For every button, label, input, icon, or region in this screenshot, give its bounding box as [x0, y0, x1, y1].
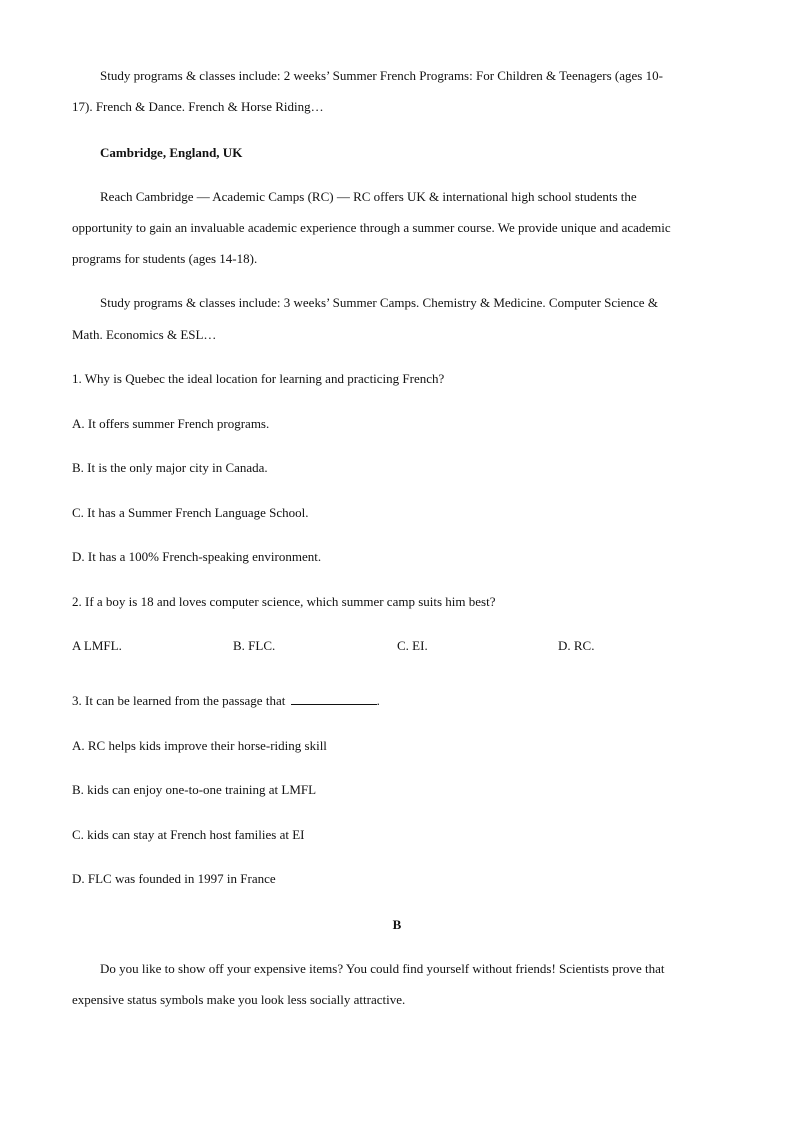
question-2-option-d: D. RC.: [558, 638, 595, 653]
section-b-heading: B: [392, 917, 402, 932]
rc-description-line-1: Reach Cambridge — Academic Camps (RC) — RC offers UK & international high school students the: [100, 189, 637, 204]
rc-description-line-3: programs for students (ages 14-18).: [72, 251, 258, 266]
flc-programs-line-1: Study programs & classes include: 2 weeks’ Summer French Programs: For Children & Teenagers (ages 10-: [100, 68, 663, 83]
question-2-option-b: B. FLC.: [233, 638, 276, 653]
question-1-stem: 1. Why is Quebec the ideal location for learning and practicing French?: [72, 371, 445, 386]
question-1-option-a: A. It offers summer French programs.: [72, 416, 270, 431]
question-2-stem: 2. If a boy is 18 and loves computer science, which summer camp suits him best?: [72, 594, 496, 609]
flc-programs-line-2: 17). French & Dance. French & Horse Riding…: [72, 99, 324, 114]
question-1-option-c: C. It has a Summer French Language School.: [72, 505, 309, 520]
question-3-stem: 3. It can be learned from the passage that: [72, 693, 286, 708]
question-1-option-d: D. It has a 100% French-speaking environment.: [72, 549, 322, 564]
rc-description-line-2: opportunity to gain an invaluable academic experience through a summer course. We provide unique and academic: [72, 220, 671, 235]
question-2-option-a: A LMFL.: [72, 638, 122, 653]
section-b-paragraph-line-1: Do you like to show off your expensive items? You could find yourself without friends! Scientists prove that: [100, 961, 665, 976]
question-2-option-c: C. EI.: [397, 638, 428, 653]
section-b-paragraph-line-2: expensive status symbols make you look less socially attractive.: [72, 992, 406, 1007]
rc-programs-line-1: Study programs & classes include: 3 weeks’ Summer Camps. Chemistry & Medicine. Computer Science &: [100, 295, 658, 310]
question-1-option-b: B. It is the only major city in Canada.: [72, 460, 268, 475]
rc-programs-line-2: Math. Economics & ESL…: [72, 327, 217, 342]
question-3-stem-end: .: [376, 693, 380, 708]
question-3-option-c: C. kids can stay at French host families at EI: [72, 827, 305, 842]
question-3-option-b: B. kids can enjoy one-to-one training at LMFL: [72, 782, 317, 797]
question-3-option-d: D. FLC was founded in 1997 in France: [72, 871, 276, 886]
cambridge-heading: Cambridge, England, UK: [100, 145, 243, 160]
question-3-option-a: A. RC helps kids improve their horse-riding skill: [72, 738, 327, 753]
answer-blank: [291, 693, 377, 705]
question-3-stem-line: [72, 693, 380, 709]
